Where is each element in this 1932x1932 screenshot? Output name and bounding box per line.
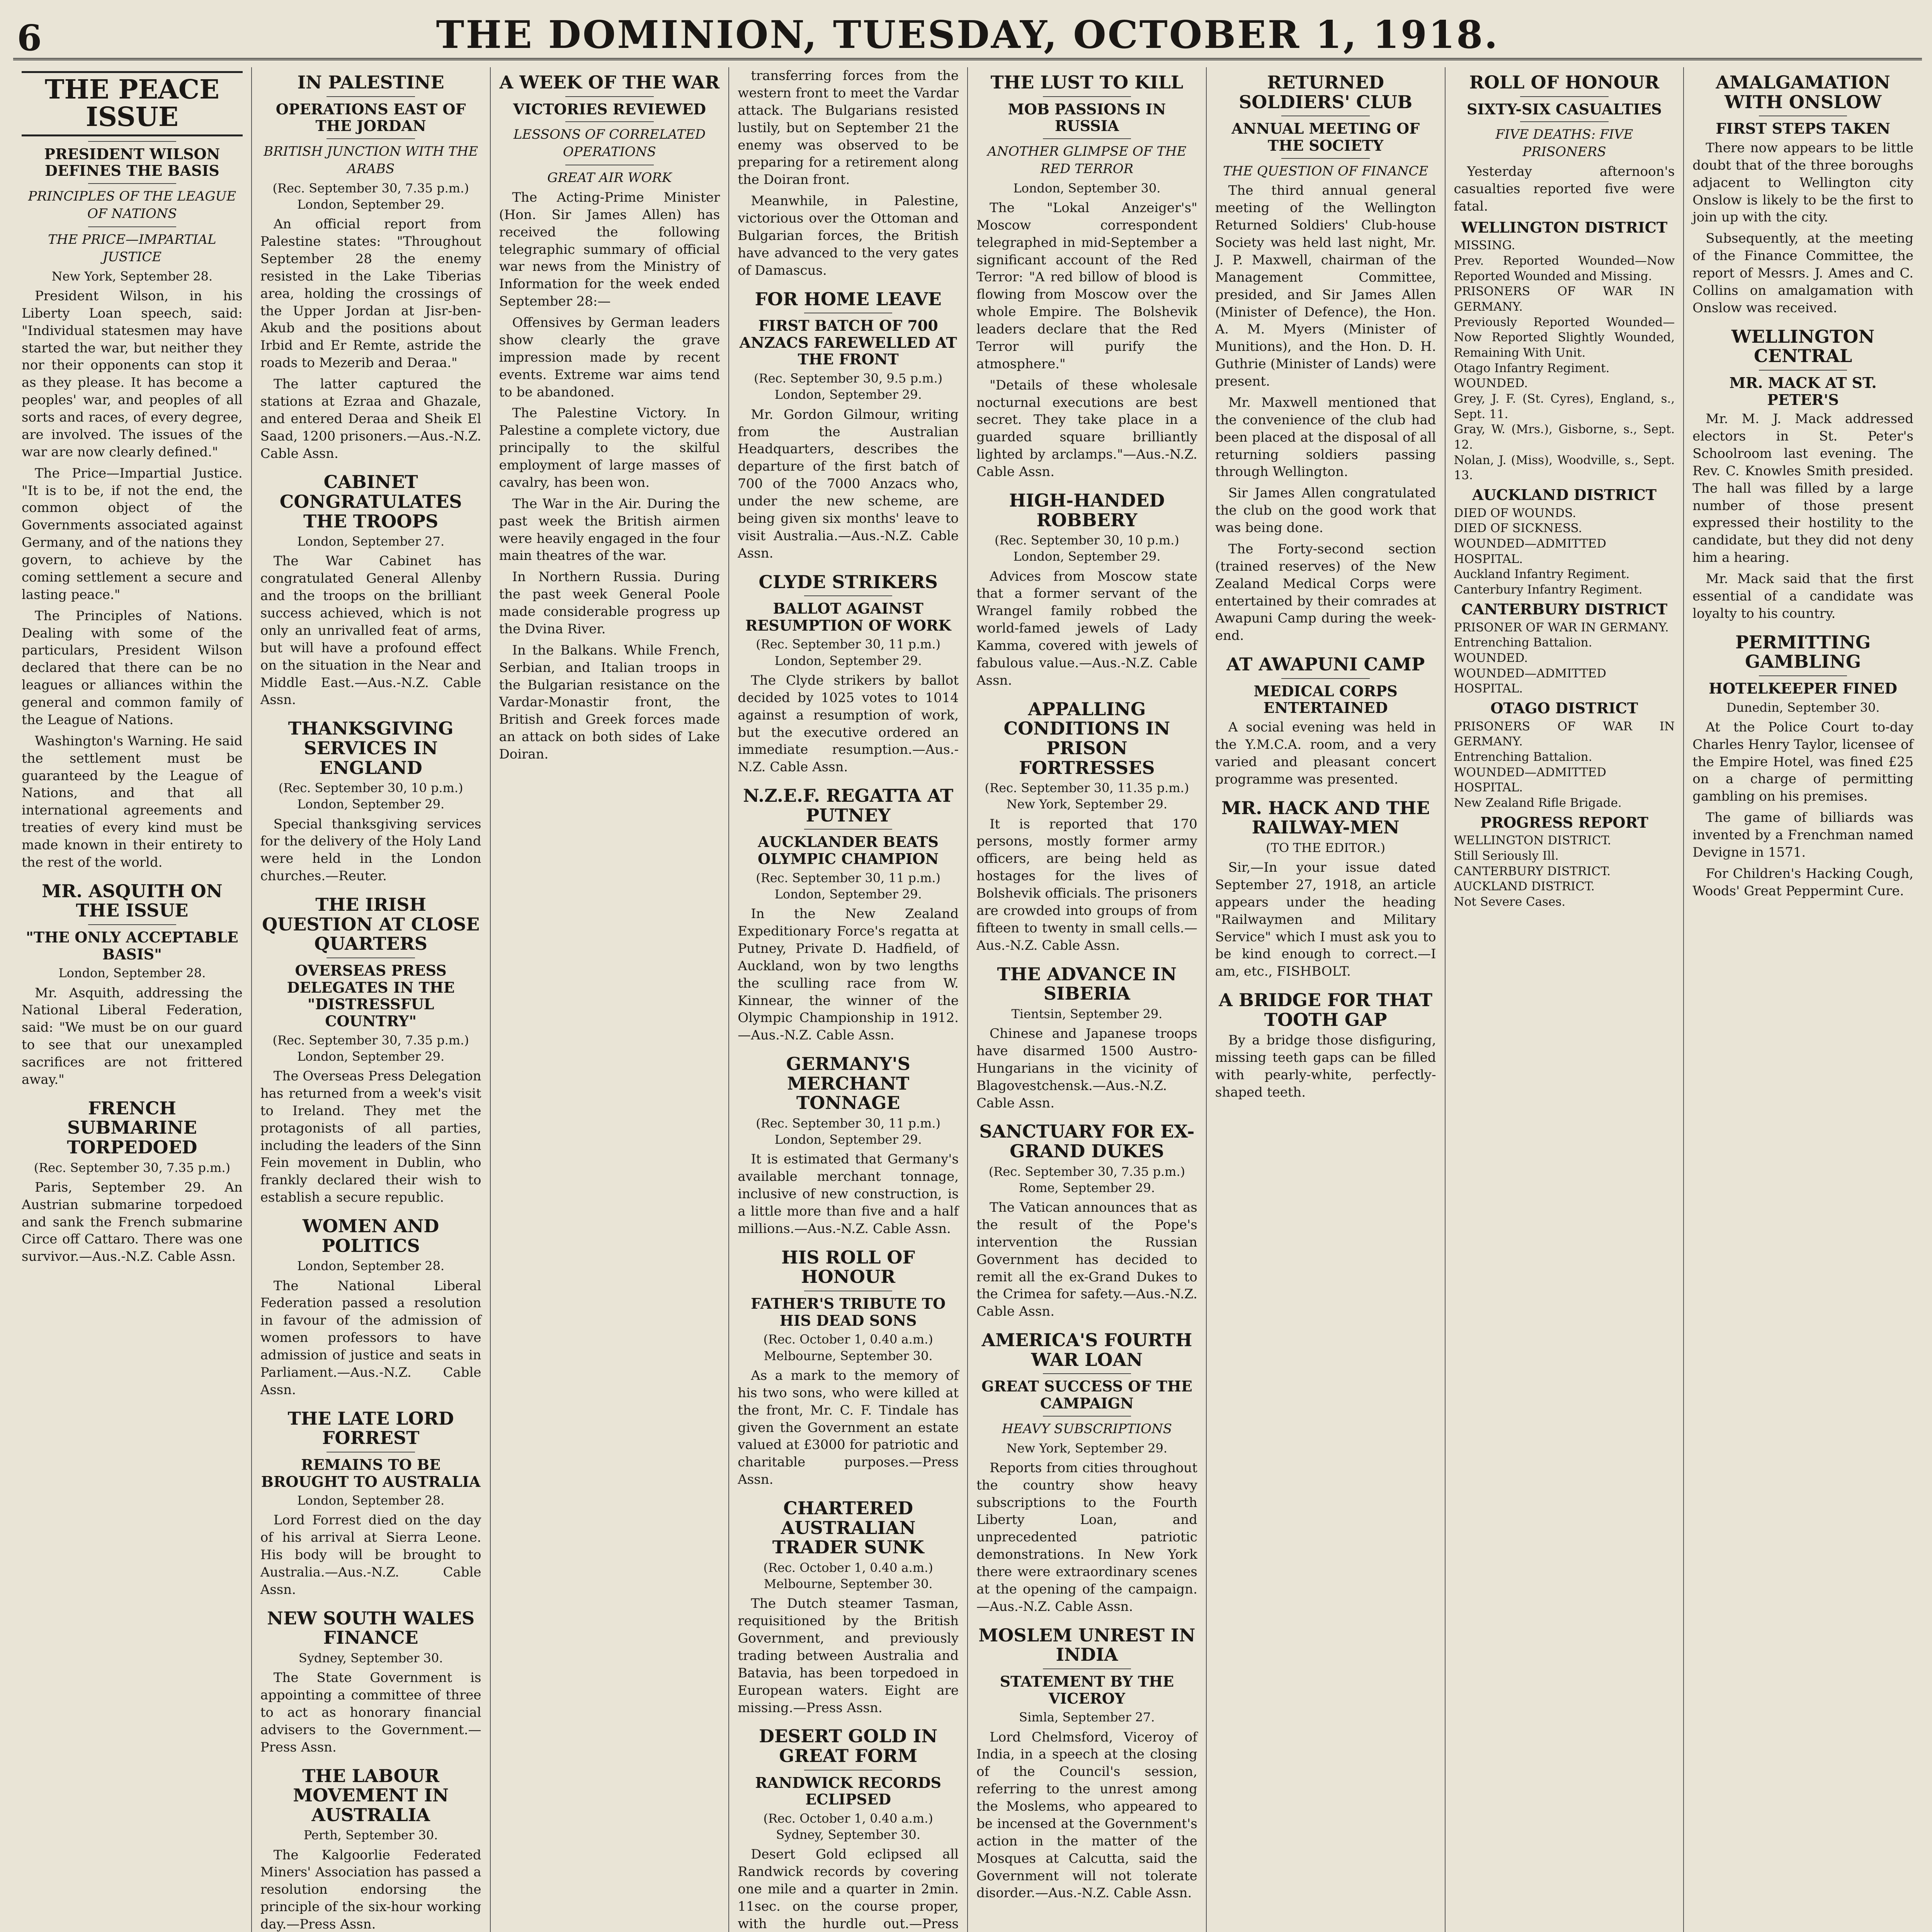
article-headline: FOR HOME LEAVE	[755, 288, 942, 310]
dateline: (Rec. September 30, 7.35 p.m.) London, September 29.	[272, 180, 469, 212]
article	[976, 1330, 1197, 1616]
dateline: (Rec. September 30, 7.35 p.m.) Rome, September 29.	[988, 1164, 1185, 1195]
masthead	[13, 12, 1922, 60]
column-1	[13, 67, 252, 1932]
article-subheading: "THE ONLY ACCEPTABLE BASIS"	[26, 928, 238, 963]
article-paragraph: The War Cabinet has congratulated General Allenby and the troops on the brilliant success achieved, which is not only an unrivalled feat of arms, but will have a profound effect on the situation in the Near and Middle East.—Aus.-N.Z. Cable Assn.	[260, 553, 481, 708]
article-paragraph: Chinese and Japanese troops have disarmed 1500 Austro-Hungarians in the vicinity of Blagovestchensk.—Aus.-N.Z. Cable Assn.	[976, 1026, 1197, 1111]
article-headline: CLYDE STRIKERS	[759, 571, 938, 592]
dateline: London, September 28.	[297, 1259, 445, 1274]
article-paragraph: The Kalgoorlie Federated Miners' Association has passed a resolution endorsing the principle of the six-hour working day.—Press Assn.	[260, 1847, 481, 1932]
article-paragraph: Mr. Mack said that the first essential of a candidate was loyalty to his country.	[1692, 571, 1913, 621]
article-paragraph: Reports from cities throughout the country show heavy subscriptions to the Fourth Liberty Loan, and unprecedented patriotic demonstrations. In New York there were extraordinary scenes at the opening of the campaign.—Aus.-N.Z. Cable Assn.	[976, 1460, 1197, 1614]
article-paragraph: The latter captured the stations at Ezraa and Ghazale, and entered Deraa and Sheik El Saad, 1200 prisoners.—Aus.-N.Z. Cable Assn.	[260, 376, 481, 461]
article-paragraph: By a bridge those disfiguring, missing teeth gaps can be filled with pearly-white, perfectly-shaped teeth.	[1215, 1032, 1436, 1100]
divider-rule	[1043, 96, 1131, 97]
article-paragraph: The Acting-Prime Minister (Hon. Sir James Allen) has received the following telegraphic summary of official war news from the Ministry of Information for the week ended September 28:—	[499, 189, 720, 310]
casualty-line: PRISONER OF WAR IN GERMANY.	[1454, 620, 1669, 634]
district-heading: CANTERBURY DISTRICT	[1461, 600, 1668, 618]
divider-rule	[327, 138, 415, 139]
article-paragraph: The Vatican announces that as the result of the Pope's intervention the Russian Government has decided to remit all the ex-Grand Dukes to the Crimea for safety.—Aus.-N.Z. Cable Assn.	[976, 1200, 1197, 1320]
casualty-line: WOUNDED.	[1454, 651, 1528, 665]
article-subheading: FIRST BATCH OF 700 ANZACS FAREWELLED AT THE FRONT	[739, 317, 957, 368]
article-headline: CABINET CONGRATULATES THE TROOPS	[279, 471, 462, 532]
article-paragraph: Mr. M. J. Mack addressed electors in St. Peter's Schoolroom last evening. The Rev. C. Knowles Smith presided. The hall was filled by a large number of those present expressed their hostility to the candidate, but they did not deny him a hearing.	[1692, 411, 1913, 566]
divider-rule	[88, 183, 177, 184]
article-paragraph: The Dutch steamer Tasman, requisitioned by the British Government, and previously trading between Australia and Batavia, has been torpedoed in European waters. Eight are missing.—Press Assn.	[738, 1596, 959, 1716]
article-headline: THANKSGIVING SERVICES IN ENGLAND	[288, 718, 454, 778]
dateline: (Rec. September 30, 7.35 p.m.) London, September 29.	[272, 1032, 469, 1064]
article-subheading: BRITISH JUNCTION WITH THE ARABS	[264, 143, 478, 177]
casualty-line: DIED OF SICKNESS.	[1454, 521, 1582, 536]
article-paragraph: Mr. Maxwell mentioned that the convenience of the club had been placed at the disposal of all returning soldiers passing through Wellington.	[1215, 395, 1436, 480]
dateline: Sydney, September 30.	[298, 1650, 443, 1665]
article-subheading: PRINCIPLES OF THE LEAGUE OF NATIONS	[28, 189, 236, 222]
article-paragraph: For Children's Hacking Cough, Woods' Great Peppermint Cure.	[1692, 866, 1913, 899]
article	[976, 964, 1197, 1112]
article-headline: THE PEACE ISSUE	[22, 71, 243, 136]
casualty-line: MISSING.	[1454, 238, 1515, 253]
article-headline: THE ADVANCE IN SIBERIA	[997, 963, 1177, 1004]
article-headline: AT AWAPUNI CAMP	[1226, 654, 1425, 675]
article	[738, 572, 959, 776]
dateline: (Rec. September 30, 10 p.m.) London, September 29.	[278, 781, 463, 812]
article-subheading: REMAINS TO BE BROUGHT TO AUSTRALIA	[261, 1456, 481, 1490]
column-7	[1446, 67, 1684, 1932]
district-heading: OTAGO DISTRICT	[1490, 699, 1638, 717]
article-headline: HIS ROLL OF HONOUR	[781, 1247, 915, 1287]
article-paragraph: It is estimated that Germany's available merchant tonnage, inclusive of new construction, is a little more than five and a half millions.—Aus.-N.Z. Cable Assn.	[738, 1151, 959, 1236]
article-headline: IN PALESTINE	[297, 72, 444, 93]
article-subheading: OVERSEAS PRESS DELEGATES IN THE "DISTRESSFUL COUNTRY"	[287, 961, 455, 1030]
article-subheading: THE QUESTION OF FINANCE	[1223, 163, 1429, 179]
casualty-line: Still Seriously Ill.	[1454, 849, 1559, 863]
article-paragraph: Subsequently, at the meeting of the Finance Committee, the report of Messrs. J. Ames and C. Collins on amalgamation with Onslow was received.	[1692, 231, 1913, 316]
article-headline: THE IRISH QUESTION AT CLOSE QUARTERS	[262, 894, 480, 954]
article-paragraph: An official report from Palestine states: "Throughout September 28 the enemy resisted in the Lake Tiberias area, holding the crossings of the Upper Jordan at Jisr-ben-Akub and the positions about Irbid and Er Remte, astride the roads to Mezerib and Deraa."	[260, 216, 481, 371]
article	[1692, 73, 1913, 317]
casualty-line: Auckland Infantry Regiment.	[1454, 567, 1630, 582]
article-headline: THE LUST TO KILL	[990, 72, 1184, 93]
casualty-line: WOUNDED.	[1454, 376, 1528, 391]
article	[260, 1609, 481, 1756]
dateline: (Rec. October 1, 0.40 a.m.) Sydney, September 30.	[763, 1811, 933, 1842]
divider-rule	[1520, 121, 1609, 122]
article	[260, 73, 481, 462]
article	[738, 1054, 959, 1238]
divider-rule	[1281, 678, 1370, 679]
article-headline: THE LABOUR MOVEMENT IN AUSTRALIA	[293, 1765, 449, 1825]
divider-rule	[88, 924, 177, 925]
article-subheading: ANNUAL MEETING OF THE SOCIETY	[1231, 120, 1420, 154]
article-paragraph: The Forty-second section (trained reserves) of the New Zealand Medical Corps were entertained by their comrades at Awapuni Camp during the week-end.	[1215, 541, 1436, 644]
article-paragraph: Lord Forrest died on the day of his arrival at Sierra Leone. His body will be brought to Australia.—Aus.-N.Z. Cable Assn.	[260, 1512, 481, 1597]
casualty-line: Canterbury Infantry Regiment.	[1454, 583, 1643, 597]
article-paragraph: The Principles of Nations. Dealing with some of the particulars, President Wilson declared that there can be no leagues or alliances within the general and common family of the League of Nations.	[22, 608, 243, 728]
article	[976, 73, 1197, 481]
article-subheading: SIXTY-SIX CASUALTIES	[1467, 100, 1662, 118]
article-headline: ROLL OF HONOUR	[1469, 72, 1660, 93]
casualty-line: Nolan, J. (Miss), Woodville, s., Sept. 13.	[1454, 453, 1675, 483]
article	[260, 472, 481, 709]
article-paragraph: Advices from Moscow state that a former servant of the Wrangel family robbed the world-famed jewels of Lady Kamma, covered with jewels of fabulous value.—Aus.-N.Z. Cable Assn.	[976, 568, 1197, 688]
article-headline: MOSLEM UNREST IN INDIA	[978, 1624, 1196, 1665]
casualty-line: AUCKLAND DISTRICT.	[1454, 879, 1595, 894]
dateline: (Rec. October 1, 0.40 a.m.) Melbourne, September 30.	[763, 1332, 933, 1363]
article-headline: AMERICA'S FOURTH WAR LOAN	[981, 1330, 1192, 1370]
casualty-line: Entrenching Battalion.	[1454, 636, 1592, 650]
article-paragraph: The Overseas Press Delegation has returned from a week's visit to Ireland. They met the protagonists of all parties, including the leaders of the Sinn Fein movement in Dublin, who frankly declared their wish to establish a secure republic.	[260, 1068, 481, 1206]
article-paragraph: The third annual general meeting of the Wellington Returned Soldiers' Club-house Society was held last night, Mr. J. P. Maxwell, chairman of the Management Committee, presided, and Sir James Allen (Minister of Defence), the Hon. A. M. Myers (Minister of Munitions), and the Hon. D. H. Guthrie (Minister of Lands) were present.	[1215, 183, 1436, 389]
casualty-line: PRISONERS OF WAR IN GERMANY.	[1454, 284, 1675, 314]
casualty-line: WOUNDED—ADMITTED HOSPITAL.	[1454, 537, 1607, 566]
masthead-title: THE DOMINION, TUESDAY, OCTOBER 1, 1918.	[436, 12, 1499, 57]
article	[260, 1766, 481, 1932]
dateline: London, September 30.	[1013, 180, 1161, 196]
article	[976, 1626, 1197, 1902]
article-subheading: RANDWICK RECORDS ECLIPSED	[755, 1774, 941, 1808]
column-6	[1207, 67, 1446, 1932]
dateline: Dunedin, September 30.	[1726, 700, 1880, 715]
dateline: (Rec. September 30, 11 p.m.) London, September 29.	[756, 870, 940, 901]
article-subheading: BALLOT AGAINST RESUMPTION OF WORK	[745, 600, 951, 634]
divider-rule	[1043, 1668, 1131, 1669]
dateline: (Rec. October 1, 0.40 a.m.) Melbourne, September 30.	[763, 1560, 933, 1592]
casualty-line: PRISONERS OF WAR IN GERMANY.	[1454, 719, 1675, 749]
divider-rule	[1043, 138, 1131, 139]
article	[738, 1498, 959, 1716]
article-paragraph: Mr. Gordon Gilmour, writing from the Australian Headquarters, describes the departure of the first batch of 700 of the 7000 Anzacs who, under the new scheme, are being given six months' leave to visit Australia.—Aus.-N.Z. Cable Assn.	[738, 406, 959, 561]
article-paragraph: The Clyde strikers by ballot decided by 1025 votes to 1014 against a resumption of work, but the executive ordered an immediate resumption.—Aus.-N.Z. Cable Assn.	[738, 672, 959, 775]
article-paragraph: In Northern Russia. During the past week General Poole made considerable progress up the Dvina River.	[499, 569, 720, 637]
columns	[13, 67, 1922, 1932]
article-headline: WELLINGTON CENTRAL	[1731, 326, 1875, 367]
article-headline: APPALLING CONDITIONS IN PRISON FORTRESSES	[1003, 698, 1170, 778]
article	[738, 289, 959, 562]
article-subheading: PRESIDENT WILSON DEFINES THE BASIS	[44, 145, 220, 180]
article-headline: A BRIDGE FOR THAT TOOTH GAP	[1219, 990, 1432, 1030]
article-headline: MR. ASQUITH ON THE ISSUE	[42, 880, 223, 921]
casualty-line: Grey, J. F. (St. Cyres), England, s., Sept. 11.	[1454, 392, 1675, 421]
divider-rule	[88, 141, 177, 142]
article-headline: A WEEK OF THE WAR	[499, 72, 720, 93]
article-headline: FRENCH SUBMARINE TORPEDOED	[67, 1097, 197, 1158]
article-paragraph: The "Lokal Anzeiger's" Moscow correspondent telegraphed in mid-September a significant account of the Red Terror: "A red billow of blood is flowing from Moscow over the whole Empire. The Bolshevik leaders declare that the Red Terror will purify the atmosphere."	[976, 200, 1197, 372]
article-headline: MR. HACK AND THE RAILWAY-MEN	[1221, 797, 1430, 838]
article	[1215, 798, 1436, 981]
article-paragraph: The War in the Air. During the past week the British airmen were heavily engaged in the four main theatres of the war.	[499, 496, 720, 564]
district-heading: AUCKLAND DISTRICT	[1472, 486, 1657, 504]
article-paragraph: Sir James Allen congratulated the club on the good work that was being done.	[1215, 485, 1436, 536]
article-subheading: LESSONS OF CORRELATED OPERATIONS	[513, 127, 706, 160]
dateline: New York, September 28.	[51, 269, 213, 284]
casualty-line: New Zealand Rifle Brigade.	[1454, 796, 1622, 810]
article-headline: CHARTERED AUSTRALIAN TRADER SUNK	[772, 1498, 924, 1558]
article-subheading: THE PRICE—IMPARTIAL JUSTICE	[48, 231, 216, 265]
article-paragraph: transferring forces from the western front to meet the Vardar attack. The Bulgarians resisted lustily, but on September 21 the enemy was observed to be preparing for a retirement along the Doiran front.	[738, 68, 959, 188]
article-headline: RETURNED SOLDIERS' CLUB	[1239, 72, 1413, 112]
dateline: London, September 28.	[58, 966, 206, 981]
district-heading: WELLINGTON DISTRICT	[1461, 218, 1668, 236]
article-headline: WOMEN AND POLITICS	[302, 1216, 439, 1256]
dateline: (Rec. September 30, 11 p.m.) London, September 29.	[756, 637, 940, 668]
article-paragraph: As a mark to the memory of his two sons, who were killed at the front, Mr. C. F. Tindale has given the Government an estate valued at £3000 for patriotic and charitable purposes.—Press Assn.	[738, 1367, 959, 1488]
article	[976, 699, 1197, 954]
article	[22, 71, 243, 871]
divider-rule	[1520, 96, 1609, 97]
dateline: London, September 27.	[297, 534, 445, 549]
article	[260, 895, 481, 1206]
article	[499, 73, 720, 763]
article-paragraph: Special thanksgiving services for the delivery of the Holy Land were held in the London churches.—Reuter.	[260, 816, 481, 884]
article-paragraph: Lord Chelmsford, Viceroy of India, in a speech at the closing of the Council's session, referring to the unrest among the Moslems, who appeared to be incensed at the Government's action in the matter of the Mosques at Calcutta, said the Government will not tolerate disorder.—Aus.-N.Z. Cable Assn.	[976, 1729, 1197, 1901]
casualty-line: WOUNDED—ADMITTED HOSPITAL.	[1454, 666, 1607, 696]
article-headline: SANCTUARY FOR EX-GRAND DUKES	[979, 1121, 1195, 1162]
article	[1692, 633, 1913, 900]
article-subheading: FIVE DEATHS: FIVE PRISONERS	[1495, 127, 1633, 160]
article	[738, 1248, 959, 1488]
article	[1215, 73, 1436, 645]
article-headline: THE LATE LORD FORREST	[287, 1408, 454, 1449]
article-subheading: VICTORIES REVIEWED	[513, 100, 706, 118]
casualty-line: Entrenching Battalion.	[1454, 750, 1592, 764]
article-subheading: GREAT SUCCESS OF THE CAMPAIGN	[981, 1378, 1192, 1412]
dateline: (Rec. September 30, 7.35 p.m.)	[34, 1160, 231, 1175]
dateline: (TO THE EDITOR.)	[1266, 840, 1386, 855]
article-paragraph: At the Police Court to-day Charles Henry Taylor, licensee of the Empire Hotel, was fined £25 on a charge of permitting gambling on his premises.	[1692, 719, 1913, 804]
article-paragraph: Meanwhile, in Palestine, victorious over the Ottoman and Bulgarian forces, the British have advanced to the very gates of Damascus.	[738, 193, 959, 278]
divider-rule	[1759, 370, 1847, 371]
divider-rule	[1043, 1416, 1131, 1417]
article	[738, 1726, 959, 1932]
article-subheading: MEDICAL CORPS ENTERTAINED	[1253, 682, 1398, 717]
dateline: (Rec. September 30, 11.35 p.m.) New York, September 29.	[985, 781, 1189, 812]
article	[260, 1216, 481, 1399]
casualty-line: Prev. Reported Wounded—Now Reported Wounded and Missing.	[1454, 254, 1675, 283]
casualty-line: DIED OF WOUNDS.	[1454, 506, 1577, 520]
casualty-line: Previously Reported Wounded—Now Reported Slightly Wounded, Remaining With Unit.	[1454, 315, 1675, 360]
district-heading: PROGRESS REPORT	[1480, 813, 1648, 831]
article-paragraph: Desert Gold eclipsed all Randwick records by covering one mile and a quarter in 2min. 11sec. on the course proper, with the hurdle out.—Press	[738, 1847, 959, 1932]
article-paragraph: The Price—Impartial Justice. "It is to be, if not the end, the common object of the Governments associated against Germany, and of the nations they govern, to achieve by the coming settlement a secure and lasting peace."	[22, 465, 243, 602]
page-number: 6	[17, 17, 42, 59]
article-paragraph: The National Liberal Federation passed a resolution in favour of the admission of women professors to have admission of justice and seats in Parliament.—Aus.-N.Z. Cable Assn.	[260, 1278, 481, 1398]
article-subheading: GREAT AIR WORK	[547, 170, 672, 186]
divider-rule	[1281, 158, 1370, 159]
casualty-line: CANTERBURY DISTRICT.	[1454, 864, 1611, 878]
article-subheading: ANOTHER GLIMPSE OF THE RED TERROR	[987, 143, 1187, 177]
article-headline: N.Z.E.F. REGATTA AT PUTNEY	[743, 785, 954, 826]
article-subheading: MR. MACK AT ST. PETER'S	[1729, 374, 1877, 408]
divider-rule	[88, 226, 177, 227]
article-headline: DESERT GOLD IN GREAT FORM	[759, 1726, 938, 1766]
article	[260, 1409, 481, 1599]
casualty-line: WELLINGTON DISTRICT.	[1454, 833, 1611, 848]
article	[976, 1122, 1197, 1320]
column-4	[729, 67, 968, 1932]
column-8	[1684, 67, 1922, 1932]
column-5	[968, 67, 1207, 1932]
divider-rule	[804, 829, 893, 830]
article	[738, 67, 959, 279]
article-subheading: HOTELKEEPER FINED	[1709, 679, 1897, 697]
article-paragraph: The State Government is appointing a committee of three to act as honorary financial advisers to the Government.—Press Assn.	[260, 1670, 481, 1755]
divider-rule	[804, 595, 893, 596]
article	[1454, 73, 1675, 910]
dateline: New York, September 29.	[1006, 1440, 1168, 1456]
article	[22, 881, 243, 1088]
article-paragraph: A social evening was held in the Y.M.C.A. room, and a very varied and pleasant concert programme was presented.	[1215, 719, 1436, 787]
article-subheading: OPERATIONS EAST OF THE JORDAN	[276, 100, 466, 135]
dateline: (Rec. September 30, 9.5 p.m.) London, September 29.	[754, 371, 943, 402]
article-subheading: FATHER'S TRIBUTE TO HIS DEAD SONS	[751, 1295, 946, 1329]
divider-rule	[565, 96, 654, 97]
article	[260, 719, 481, 885]
article	[1692, 327, 1913, 622]
article	[22, 1099, 243, 1265]
article-subheading: STATEMENT BY THE VICEROY	[1000, 1672, 1174, 1707]
article-subheading: FIRST STEPS TAKEN	[1716, 120, 1890, 138]
article-subheading: MOB PASSIONS IN RUSSIA	[1008, 100, 1166, 135]
dateline: (Rec. September 30, 11 p.m.) London, September 29.	[756, 1116, 940, 1147]
divider-rule	[1043, 1373, 1131, 1374]
dateline: Simla, September 27.	[1019, 1710, 1155, 1725]
article	[976, 491, 1197, 689]
newspaper-page	[13, 12, 1922, 1932]
column-2	[252, 67, 491, 1932]
article-subheading: HEAVY SUBSCRIPTIONS	[1002, 1421, 1172, 1437]
article-headline: PERMITTING GAMBLING	[1735, 631, 1871, 672]
article-paragraph: Sir,—In your issue dated September 27, 1918, an article appears under the heading "Railwaymen and Military Service" which I must ask you to be kind enough to correct.—I am, etc., FISHBOLT.	[1215, 860, 1436, 980]
divider-rule	[327, 957, 415, 958]
dateline: (Rec. September 30, 10 p.m.) London, September 29.	[994, 533, 1179, 564]
article-paragraph: In the New Zealand Expeditionary Force's regatta at Putney, Private D. Hadfield, of Auckland, won by two lengths the sculling race from W. Kinnear, the winner of the Olympic Championship in 1912.—Aus.-N.Z. Cable Assn.	[738, 906, 959, 1043]
article-paragraph: The Palestine Victory. In Palestine a complete victory, due principally to the skilful employment of large masses of cavalry, has been won.	[499, 405, 720, 490]
casualty-line: WOUNDED—ADMITTED HOSPITAL.	[1454, 765, 1607, 795]
article-paragraph: There now appears to be little doubt that of the three boroughs adjacent to Wellington city Onslow is likely to be the first to join up with the city.	[1692, 140, 1913, 225]
dateline: Perth, September 30.	[303, 1828, 438, 1843]
article-headline: HIGH-HANDED ROBBERY	[1009, 490, 1165, 531]
article-headline: AMALGAMATION WITH ONSLOW	[1716, 72, 1890, 112]
article	[738, 786, 959, 1044]
casualty-line: Gray, W. (Mrs.), Gisborne, s., Sept. 12.	[1454, 422, 1675, 452]
article-paragraph: Paris, September 29. An Austrian submarine torpedoed and sank the French submarine Circe off Cattaro. There was one survivor.—Aus.-N.Z. Cable Assn.	[22, 1179, 243, 1265]
article	[1215, 655, 1436, 788]
dateline: London, September 28.	[297, 1493, 445, 1508]
article	[1215, 990, 1436, 1101]
article-paragraph: Washington's Warning. He said the settlement must be guaranteed by the League of Nations, and that all international agreements and treaties of every kind must be made known in their entirety to the rest of the world.	[22, 733, 243, 870]
article-paragraph: Offensives by German leaders show clearly the grave impression made by recent events. Extreme war aims tend to be abandoned.	[499, 315, 720, 400]
article-paragraph: Mr. Asquith, addressing the National Liberal Federation, said: "We must be on our guard to see that our unexampled sacrifices are not frittered away."	[22, 985, 243, 1087]
article-paragraph: The game of billiards was invented by a Frenchman named Devigne in 1571.	[1692, 810, 1913, 860]
article-paragraph: Yesterday afternoon's casualties reported five were fatal.	[1454, 164, 1675, 214]
article-paragraph: In the Balkans. While French, Serbian, and Italian troops in the Bulgarian resistance on the Vardar-Monastir front, the British and Greek forces made an attack on both sides of Lake Doiran.	[499, 642, 720, 762]
article-paragraph: "Details of these wholesale nocturnal executions are best secret. They take place in a guarded square brilliantly lighted by arclamps."—Aus.-N.Z. Cable Assn.	[976, 377, 1197, 480]
casualty-line: Not Severe Cases.	[1454, 895, 1566, 909]
divider-rule	[1759, 675, 1847, 676]
article-headline: NEW SOUTH WALES FINANCE	[267, 1607, 475, 1648]
article-paragraph: President Wilson, in his Liberty Loan speech, said: "Individual statesmen may have started the war, but neither they nor their opponents can stop it as they please. It has become a peoples' war, and peoples of all sorts and races, of every degree, are involved. The issues of the war are now clearly defined."	[22, 288, 243, 460]
article-paragraph: It is reported that 170 persons, mostly former army officers, are being held as hostages for the lives of Bolshevik officials. The prisoners are crowded into groups of from fifteen to twenty in small cells.—Aus.-N.Z. Cable Assn.	[976, 816, 1197, 953]
divider-rule	[327, 96, 415, 97]
divider-rule	[565, 121, 654, 122]
casualty-line: Otago Infantry Regiment.	[1454, 361, 1610, 375]
article-subheading: AUCKLANDER BEATS OLYMPIC CHAMPION	[757, 833, 939, 868]
dateline: Tientsin, September 29.	[1011, 1006, 1163, 1021]
article-headline: GERMANY'S MERCHANT TONNAGE	[786, 1053, 910, 1114]
column-3	[491, 67, 730, 1932]
